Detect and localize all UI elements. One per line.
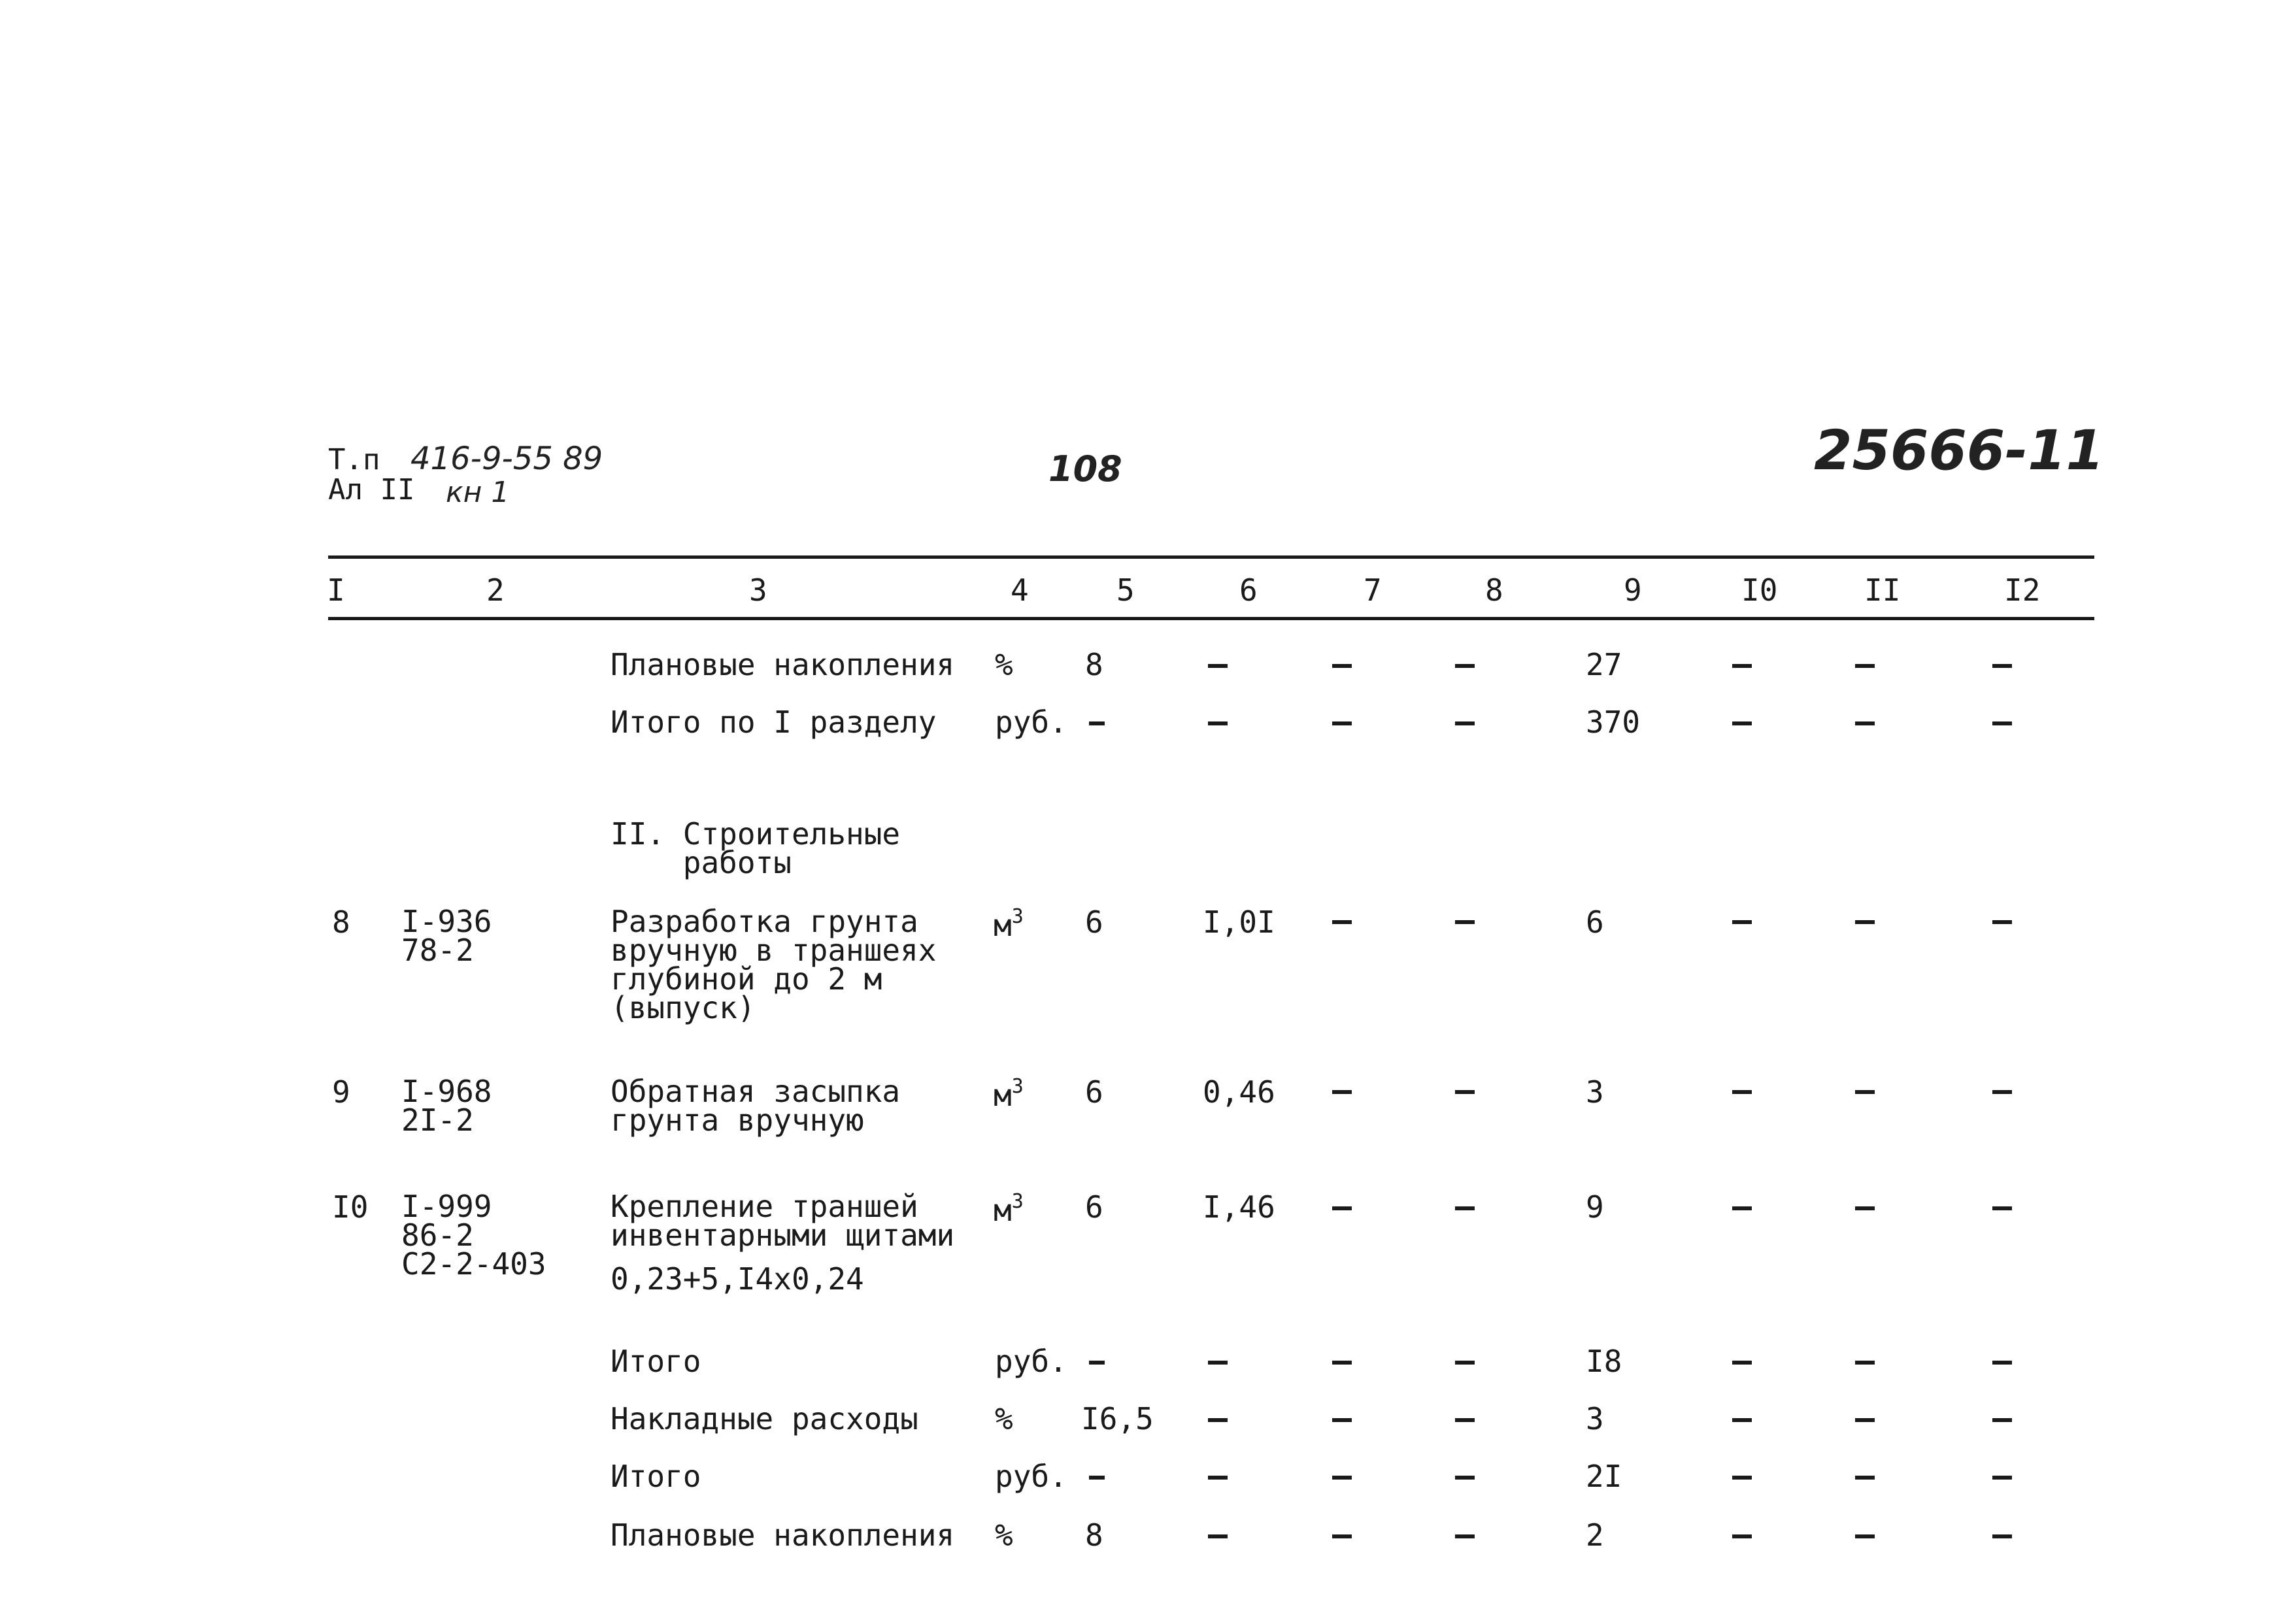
- empty-value-dash: [1732, 920, 1752, 924]
- row-unit: $м^3$: [994, 905, 1024, 943]
- row-col5: 6: [1085, 1074, 1103, 1110]
- row-name: Итого: [611, 1459, 701, 1494]
- empty-value-dash: [1732, 1206, 1752, 1210]
- column-header-1: I: [327, 572, 345, 608]
- empty-value-dash: [1208, 1361, 1228, 1365]
- empty-value-dash: [1992, 664, 2012, 668]
- column-header-3: 3: [749, 572, 767, 608]
- column-header-7: 7: [1364, 572, 1382, 608]
- column-header-10: I0: [1741, 572, 1778, 608]
- archive-number: 25666-11: [1814, 418, 2104, 482]
- row-number: 8: [332, 904, 350, 940]
- row-name: Разработка грунта вручную в траншеях глубиной до 2 м (выпуск): [611, 904, 937, 1025]
- row-name: Итого по I разделу: [611, 704, 937, 740]
- column-header-2: 2: [486, 572, 505, 608]
- empty-value-dash: [1992, 1361, 2012, 1365]
- empty-value-dash: [1208, 1476, 1228, 1480]
- empty-value-dash: [1089, 721, 1105, 725]
- empty-value-dash: [1208, 721, 1228, 725]
- empty-value-dash: [1332, 1361, 1352, 1365]
- row-name: Плановые накопления: [611, 647, 955, 682]
- empty-value-dash: [1455, 1534, 1475, 1538]
- empty-value-dash: [1992, 721, 2012, 725]
- empty-value-dash: [1992, 1090, 2012, 1094]
- empty-value-dash: [1332, 1206, 1352, 1210]
- row-unit: $м^3$: [994, 1075, 1024, 1113]
- empty-value-dash: [1332, 920, 1352, 924]
- empty-value-dash: [1855, 721, 1875, 725]
- row-name: Накладные расходы: [611, 1401, 918, 1436]
- row-formula: 0,23+5,I4x0,24: [611, 1261, 864, 1297]
- empty-value-dash: [1732, 664, 1752, 668]
- empty-value-dash: [1332, 1418, 1352, 1422]
- empty-value-dash: [1332, 1476, 1352, 1480]
- doc-prefix: Т.п: [328, 443, 380, 476]
- empty-value-dash: [1732, 1476, 1752, 1480]
- empty-value-dash: [1332, 664, 1352, 668]
- row-col9: 9: [1586, 1189, 1604, 1225]
- row-col6: I,0I: [1203, 904, 1275, 940]
- row-col5: I6,5: [1081, 1401, 1154, 1436]
- empty-value-dash: [1732, 1090, 1752, 1094]
- empty-value-dash: [1855, 1418, 1875, 1422]
- empty-value-dash: [1455, 1090, 1475, 1094]
- empty-value-dash: [1089, 1476, 1105, 1480]
- table-top-rule: [328, 555, 2094, 559]
- row-col9: 2: [1586, 1517, 1604, 1553]
- empty-value-dash: [1992, 1418, 2012, 1422]
- empty-value-dash: [1089, 1361, 1105, 1365]
- row-col5: 8: [1085, 1517, 1103, 1553]
- row-unit: руб.: [995, 1344, 1067, 1379]
- row-unit: %: [995, 1401, 1013, 1436]
- row-unit: %: [995, 1517, 1013, 1553]
- row-unit: руб.: [995, 704, 1067, 740]
- empty-value-dash: [1208, 664, 1228, 668]
- row-col9: 2I: [1586, 1459, 1622, 1494]
- empty-value-dash: [1992, 1476, 2012, 1480]
- column-header-5: 5: [1116, 572, 1135, 608]
- empty-value-dash: [1332, 1534, 1352, 1538]
- row-col9: 27: [1586, 647, 1622, 682]
- doc-number: 416-9-55 89: [410, 440, 603, 477]
- empty-value-dash: [1332, 721, 1352, 725]
- row-col9: I8: [1586, 1344, 1622, 1379]
- empty-value-dash: [1455, 721, 1475, 725]
- row-name: Крепление траншей инвентарными щитами: [611, 1189, 955, 1253]
- empty-value-dash: [1855, 1361, 1875, 1365]
- row-code: I-999 86-2 С2-2-403: [401, 1189, 546, 1282]
- row-col5: 8: [1085, 647, 1103, 682]
- section-heading: II. Строительные работы: [611, 816, 901, 880]
- empty-value-dash: [1855, 1534, 1875, 1538]
- row-code: I-968 2I-2: [401, 1074, 492, 1138]
- row-unit: руб.: [995, 1459, 1067, 1494]
- empty-value-dash: [1455, 1476, 1475, 1480]
- empty-value-dash: [1732, 1418, 1752, 1422]
- album-prefix: Ал II: [328, 473, 415, 506]
- empty-value-dash: [1992, 1534, 2012, 1538]
- empty-value-dash: [1855, 1090, 1875, 1094]
- column-header-9: 9: [1624, 572, 1642, 608]
- empty-value-dash: [1455, 1206, 1475, 1210]
- empty-value-dash: [1732, 1534, 1752, 1538]
- row-col9: 3: [1586, 1074, 1604, 1110]
- row-code: I-936 78-2: [401, 904, 492, 968]
- row-col6: 0,46: [1203, 1074, 1275, 1110]
- table-header-rule: [328, 617, 2094, 620]
- row-number: 9: [332, 1074, 350, 1110]
- empty-value-dash: [1992, 1206, 2012, 1210]
- empty-value-dash: [1332, 1090, 1352, 1094]
- row-col5: 6: [1085, 1189, 1103, 1225]
- column-header-4: 4: [1011, 572, 1029, 608]
- empty-value-dash: [1855, 1206, 1875, 1210]
- column-header-11: II: [1864, 572, 1901, 608]
- column-header-12: I2: [2004, 572, 2041, 608]
- column-header-8: 8: [1485, 572, 1503, 608]
- row-name: Плановые накопления: [611, 1517, 955, 1553]
- empty-value-dash: [1855, 1476, 1875, 1480]
- row-unit: $м^3$: [994, 1190, 1024, 1228]
- empty-value-dash: [1208, 1534, 1228, 1538]
- row-unit: %: [995, 647, 1013, 682]
- row-col9: 3: [1586, 1401, 1604, 1436]
- row-col6: I,46: [1203, 1189, 1275, 1225]
- row-name: Обратная засыпка грунта вручную: [611, 1074, 901, 1138]
- page-number: 108: [1048, 448, 1122, 489]
- empty-value-dash: [1855, 664, 1875, 668]
- empty-value-dash: [1455, 1418, 1475, 1422]
- empty-value-dash: [1208, 1418, 1228, 1422]
- book-number: кн 1: [446, 476, 510, 509]
- empty-value-dash: [1855, 920, 1875, 924]
- empty-value-dash: [1732, 1361, 1752, 1365]
- empty-value-dash: [1992, 920, 2012, 924]
- empty-value-dash: [1732, 721, 1752, 725]
- empty-value-dash: [1455, 664, 1475, 668]
- row-col5: 6: [1085, 904, 1103, 940]
- empty-value-dash: [1455, 1361, 1475, 1365]
- empty-value-dash: [1455, 920, 1475, 924]
- row-name: Итого: [611, 1344, 701, 1379]
- row-col9: 6: [1586, 904, 1604, 940]
- column-header-6: 6: [1239, 572, 1258, 608]
- row-number: I0: [332, 1189, 369, 1225]
- row-col9: 370: [1586, 704, 1641, 740]
